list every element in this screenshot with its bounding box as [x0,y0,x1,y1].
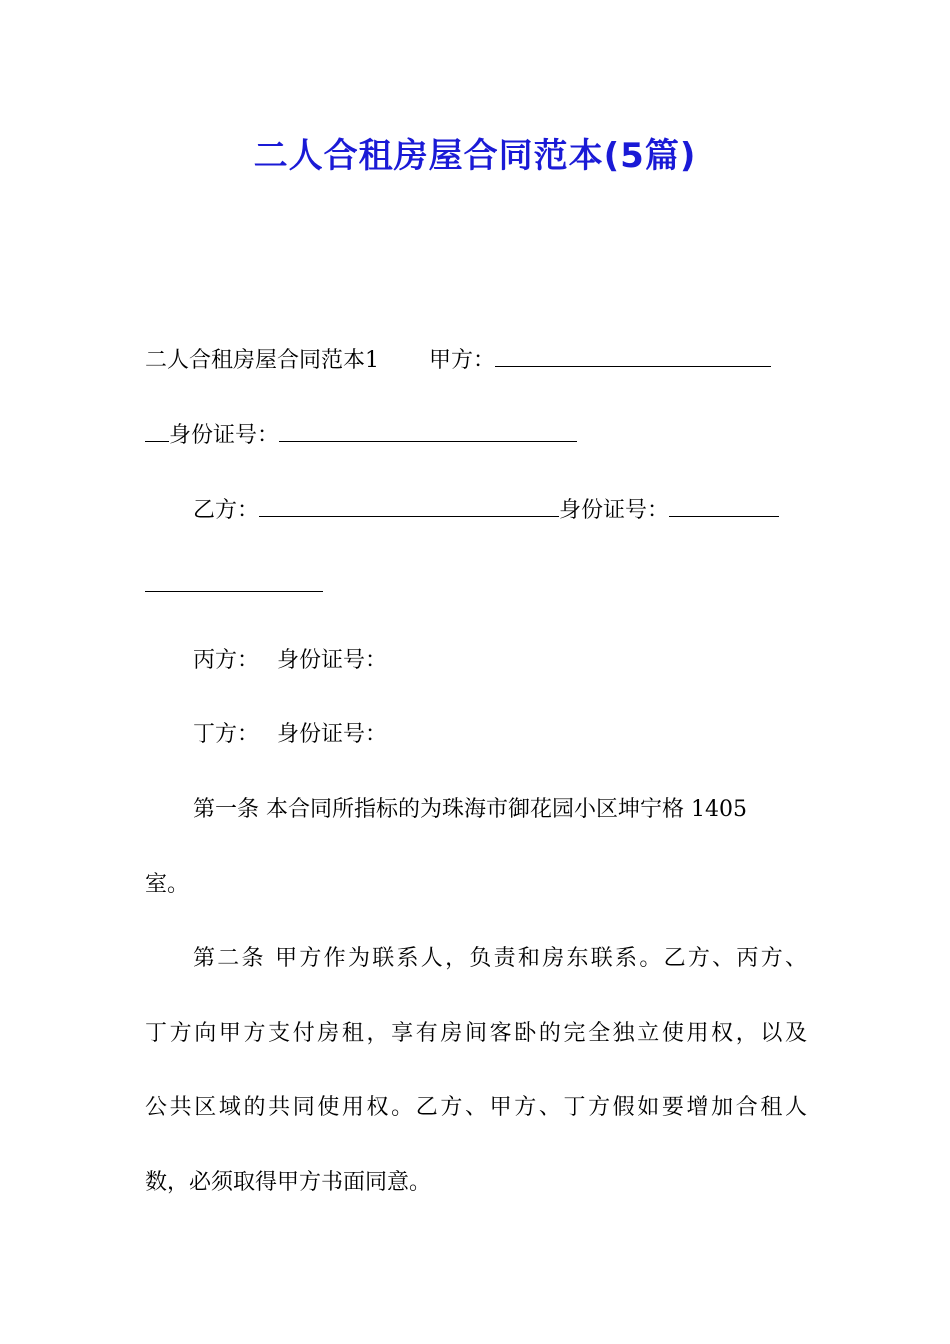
party-b-id-blank-continued [145,571,323,592]
party-a-label: 甲方： [429,348,496,373]
article-2-line-3: 公共区域的共同使用权。乙方、甲方、丁方假如要增加合租人 [145,1095,807,1120]
article-2-line-4: 数，必须取得甲方书面同意。 [145,1170,432,1195]
party-b-row [145,496,855,526]
article-2-line-1: 第二条 甲方作为联系人，负责和房东联系。乙方、丙方、 [193,946,807,971]
party-c-row [145,646,855,676]
party-a-id-label: 身份证号： [169,423,280,448]
article-1-line-1: 第一条 本合同所指标的为珠海市御花园小区坤宁格 1405 [193,797,747,822]
document-title: 二人合租房屋合同范本(5篇) [253,136,697,176]
party-a-blank-continued [145,421,169,442]
section-heading: 二人合租房屋合同范本1 [145,348,379,373]
party-b-label: 乙方： [193,498,260,523]
party-b-id-label: 身份证号： [559,498,670,523]
party-d-label: 丁方： [193,722,260,747]
party-b-blank [259,496,559,517]
party-d-id-label: 身份证号： [277,722,388,747]
party-c-id-label: 身份证号： [277,648,388,673]
party-a-id-row [145,421,807,451]
party-a-blank [495,346,771,367]
party-d-row [145,720,855,750]
article-2-line-2: 丁方向甲方支付房租，享有房间客卧的完全独立使用权，以及 [145,1021,807,1046]
party-b-id-blank [669,496,779,517]
party-a-row [145,346,807,376]
party-c-label: 丙方： [193,648,260,673]
party-a-id-blank [279,421,577,442]
article-1-line-2: 室。 [145,872,190,897]
party-b-id-continued-row [145,571,807,601]
